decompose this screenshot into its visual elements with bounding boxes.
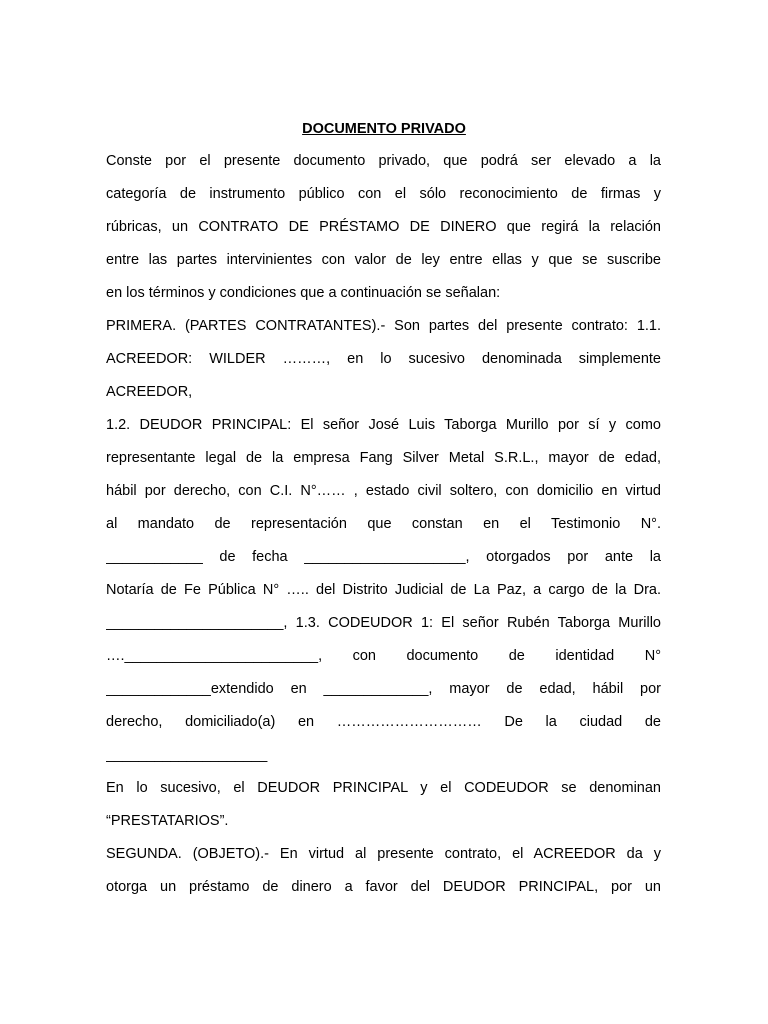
- document-line: 1.2. DEUDOR PRINCIPAL: El señor José Luis Taborga Murillo por sí y como: [106, 417, 661, 433]
- document-line: en los términos y condiciones que a continuación se señalan:: [106, 285, 501, 301]
- document-title: DOCUMENTO PRIVADO: [302, 121, 466, 137]
- document-line: ACREEDOR,: [106, 384, 193, 400]
- document-line: _____________extendido en _____________, mayor de edad, hábil por: [106, 681, 661, 697]
- document-line: “PRESTATARIOS”.: [106, 813, 229, 829]
- document-line: SEGUNDA. (OBJETO).- En virtud al presente contrato, el ACREEDOR da y: [106, 846, 661, 862]
- document-line: rúbricas, un CONTRATO DE PRÉSTAMO DE DINERO que regirá la relación: [106, 219, 661, 235]
- document-line: ACREEDOR: WILDER ………, en lo sucesivo denominada simplemente: [106, 351, 661, 367]
- document-line: categoría de instrumento público con el sólo reconocimiento de firmas y: [106, 186, 661, 202]
- document-line: ____________________: [106, 747, 268, 763]
- document-line: derecho, domiciliado(a) en ………………………… De la ciudad de: [106, 714, 661, 730]
- document-body: [106, 150, 661, 909]
- document-line: PRIMERA. (PARTES CONTRATANTES).- Son partes del presente contrato: 1.1.: [106, 318, 661, 334]
- document-line: Notaría de Fe Pública N° ….. del Distrito Judicial de La Paz, a cargo de la Dra.: [106, 582, 661, 598]
- document-line: representante legal de la empresa Fang Silver Metal S.R.L., mayor de edad,: [106, 450, 661, 466]
- document-line: al mandato de representación que constan en el Testimonio N°.: [106, 516, 661, 532]
- document-line: ….________________________, con documento de identidad N°: [106, 648, 661, 664]
- document-line: otorga un préstamo de dinero a favor del DEUDOR PRINCIPAL, por un: [106, 879, 661, 895]
- document-line: ______________________, 1.3. CODEUDOR 1: El señor Rubén Taborga Murillo: [106, 615, 661, 631]
- document-line: Conste por el presente documento privado, que podrá ser elevado a la: [106, 153, 661, 169]
- document-line: entre las partes intervinientes con valor de ley entre ellas y que se suscribe: [106, 252, 661, 268]
- document-line: hábil por derecho, con C.I. N°…… , estado civil soltero, con domicilio en virtud: [106, 483, 661, 499]
- document-line: En lo sucesivo, el DEUDOR PRINCIPAL y el CODEUDOR se denominan: [106, 780, 661, 796]
- document-line: ____________ de fecha ____________________, otorgados por ante la: [106, 549, 661, 565]
